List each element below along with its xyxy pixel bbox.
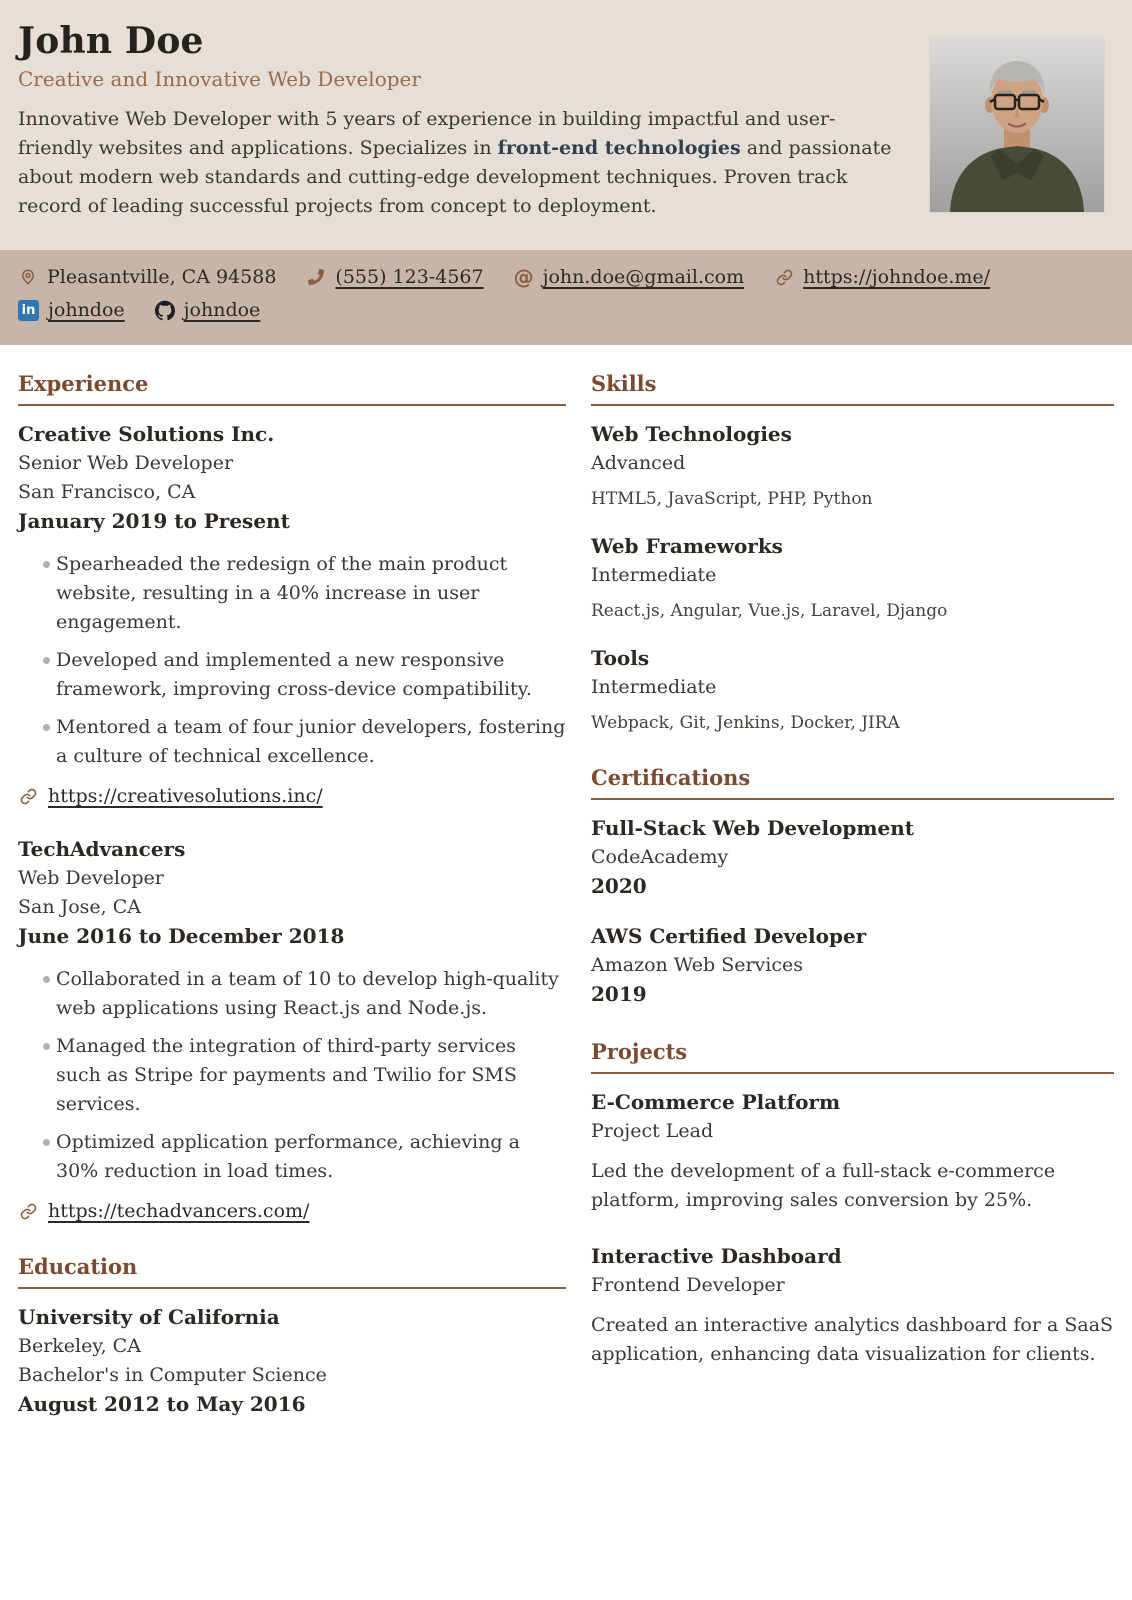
profile-photo	[930, 38, 1104, 212]
skill-keywords: React.js, Angular, Vue.js, Laravel, Django	[591, 601, 948, 621]
header	[0, 0, 1132, 250]
section-projects	[591, 1039, 1114, 1369]
phone-icon	[306, 267, 326, 287]
linkedin-link[interactable]: johndoe	[48, 299, 125, 321]
github-link[interactable]: johndoe	[183, 299, 261, 321]
profile-photo-illustration	[930, 38, 1104, 212]
person-name: John Doe	[18, 20, 204, 62]
contact-bar	[0, 250, 1132, 345]
job-location: San Jose, CA	[18, 896, 142, 918]
cert-name: Full-Stack Web Development	[591, 816, 915, 840]
bullet-item: Developed and implemented a new responsive framework, improving cross-device compatibility.	[18, 646, 566, 704]
cert-name: AWS Certified Developer	[591, 924, 867, 948]
project-item-dashboard	[591, 1242, 1114, 1369]
skill-level: Advanced	[591, 452, 686, 474]
job-entry-creative-solutions	[18, 420, 566, 809]
left-column	[18, 371, 566, 1449]
skill-name: Web Frameworks	[591, 534, 783, 558]
job-location: San Francisco, CA	[18, 481, 196, 503]
school-location: Berkeley, CA	[18, 1335, 141, 1357]
job-bullets	[18, 965, 566, 1186]
projects-heading: Projects	[591, 1039, 1114, 1074]
summary-paragraph	[18, 105, 894, 221]
person-title: Creative and Innovative Web Developer	[18, 67, 421, 92]
section-skills	[591, 371, 1114, 735]
link-icon	[18, 1201, 38, 1221]
company-url-link[interactable]: https://techadvancers.com/	[48, 1200, 310, 1222]
link-icon	[774, 267, 794, 287]
bullet-item: Spearheaded the redesign of the main product website, resulting in a 40% increase in user engagement.	[18, 550, 566, 637]
summary-text-2: and passionate about modern web standards and cutting-edge development techniques. Proven track record of leading successful projects from concept to deployment.	[18, 137, 892, 218]
school-name: University of California	[18, 1305, 280, 1329]
project-name: Interactive Dashboard	[591, 1244, 842, 1268]
phone-link[interactable]: (555) 123-4567	[335, 266, 484, 288]
github-icon	[155, 300, 175, 320]
education-dates: August 2012 to May 2016	[18, 1392, 306, 1416]
website-item	[774, 266, 990, 288]
location-text: Pleasantville, CA 94588	[47, 266, 277, 288]
header-text-block	[18, 20, 894, 250]
contact-row-social	[18, 299, 1114, 321]
job-role: Web Developer	[18, 867, 164, 889]
project-description: Led the development of a full-stack e-commerce platform, improving sales conversion by 25%.	[591, 1160, 1056, 1211]
cert-year: 2020	[591, 874, 647, 898]
project-item-ecommerce	[591, 1088, 1114, 1215]
skill-item-web-frameworks	[591, 532, 1114, 623]
skill-keywords: Webpack, Git, Jenkins, Docker, JIRA	[591, 713, 900, 733]
section-experience	[18, 371, 566, 1224]
skill-level: Intermediate	[591, 676, 717, 698]
contact-row-primary	[18, 266, 1114, 288]
email-item	[514, 266, 745, 288]
section-certifications	[591, 765, 1114, 1009]
education-entry	[18, 1303, 566, 1419]
github-item	[155, 299, 261, 321]
job-dates: June 2016 to December 2018	[18, 924, 345, 948]
bullet-item: Mentored a team of four junior developers, fostering a culture of technical excellence.	[18, 713, 566, 771]
phone-item	[306, 266, 483, 288]
bullet-item: Optimized application performance, achieving a 30% reduction in load times.	[18, 1128, 566, 1186]
cert-year: 2019	[591, 982, 647, 1006]
project-role: Project Lead	[591, 1120, 714, 1142]
link-icon	[18, 786, 38, 806]
skill-name: Web Technologies	[591, 422, 792, 446]
job-link-row	[18, 1200, 309, 1222]
company-url-link[interactable]: https://creativesolutions.inc/	[48, 785, 323, 807]
education-heading: Education	[18, 1254, 566, 1289]
resume-body	[0, 345, 1132, 1449]
job-entry-techadvancers	[18, 835, 566, 1224]
right-column	[591, 371, 1114, 1449]
at-sign-icon: @	[513, 265, 534, 289]
certifications-heading: Certifications	[591, 765, 1114, 800]
skills-heading: Skills	[591, 371, 1114, 406]
cert-issuer: Amazon Web Services	[591, 954, 804, 976]
project-role: Frontend Developer	[591, 1274, 785, 1296]
summary-bold-text: front-end technologies	[497, 137, 741, 160]
cert-issuer: CodeAcademy	[591, 846, 729, 868]
degree: Bachelor's in Computer Science	[18, 1364, 327, 1386]
skill-item-tools	[591, 644, 1114, 735]
location-pin-icon	[18, 267, 38, 287]
summary-text-1: Innovative Web Developer with 5 years of experience in building impactful and user-friendly websites and applications. Specializes in	[18, 108, 836, 160]
experience-heading: Experience	[18, 371, 566, 406]
job-dates: January 2019 to Present	[18, 509, 290, 533]
website-link[interactable]: https://johndoe.me/	[803, 266, 991, 288]
company-name: Creative Solutions Inc.	[18, 422, 275, 446]
linkedin-icon: in	[18, 300, 39, 321]
project-description: Created an interactive analytics dashboard for a SaaS application, enhancing data visualization for clients.	[591, 1314, 1114, 1365]
project-name: E-Commerce Platform	[591, 1090, 841, 1114]
bullet-item: Collaborated in a team of 10 to develop high-quality web applications using React.js and Node.js.	[18, 965, 566, 1023]
section-education	[18, 1254, 566, 1419]
job-bullets	[18, 550, 566, 771]
skill-item-web-technologies	[591, 420, 1114, 511]
skill-name: Tools	[591, 646, 650, 670]
cert-item-aws	[591, 922, 1114, 1009]
job-role: Senior Web Developer	[18, 452, 234, 474]
location-item	[18, 266, 276, 288]
skill-level: Intermediate	[591, 564, 717, 586]
skill-keywords: HTML5, JavaScript, PHP, Python	[591, 489, 873, 509]
email-link[interactable]: john.doe@gmail.com	[542, 266, 745, 288]
company-name: TechAdvancers	[18, 837, 186, 861]
cert-item-fullstack	[591, 814, 1114, 901]
bullet-item: Managed the integration of third-party services such as Stripe for payments and Twilio for SMS services.	[18, 1032, 566, 1119]
linkedin-item	[18, 299, 125, 321]
job-link-row	[18, 785, 323, 807]
